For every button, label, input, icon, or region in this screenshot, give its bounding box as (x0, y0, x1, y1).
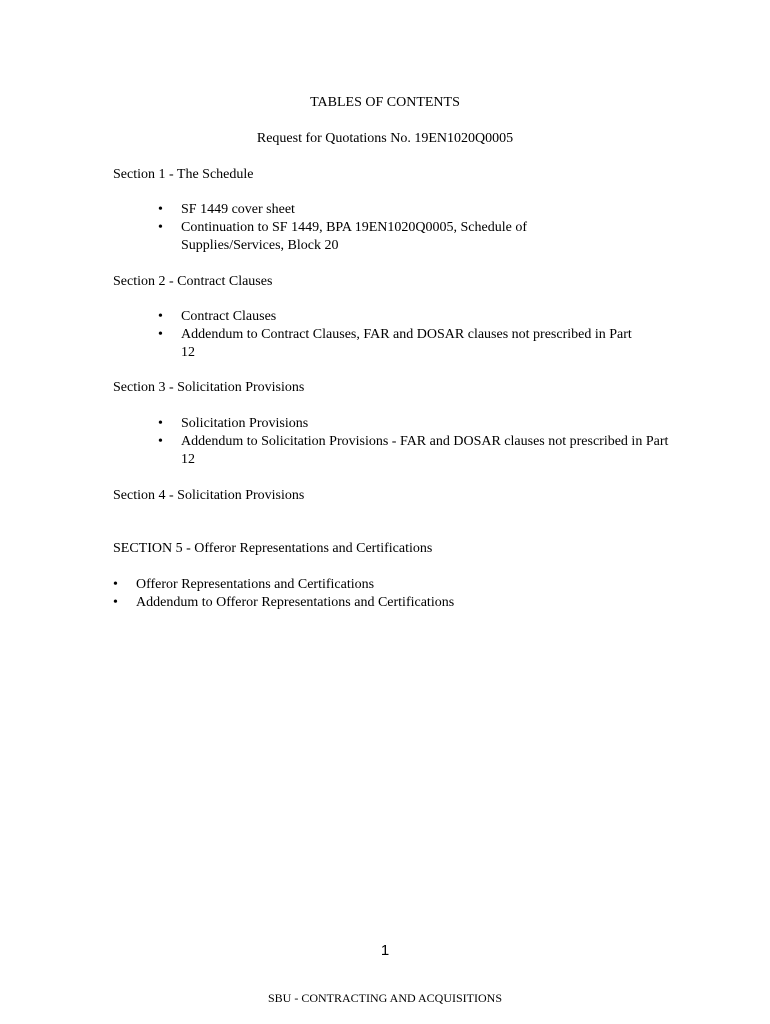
bullet-icon: • (158, 220, 163, 235)
document-title: TABLES OF CONTENTS (310, 95, 460, 110)
list-item-text: Solicitation Provisions (181, 416, 309, 431)
section-3-list (158, 415, 678, 469)
page-footer: SBU - CONTRACTING AND ACQUISITIONS (267, 991, 502, 1005)
section-3-heading: Section 3 - Solicitation Provisions (113, 380, 305, 395)
list-item (158, 415, 678, 433)
list-item-text: Addendum to Contract Clauses, FAR and DOSAR clauses not prescribed in Part 12 (181, 327, 632, 360)
list-item-text: Offeror Representations and Certifications (136, 577, 375, 592)
list-item-text: Continuation to SF 1449, BPA 19EN1020Q0005, Schedule of Supplies/Services, Block 20 (181, 220, 528, 253)
bullet-icon: • (113, 577, 118, 592)
bullet-icon: • (158, 434, 163, 449)
section-1-list (158, 201, 658, 255)
section-5-heading: SECTION 5 - Offeror Representations and Certifications (113, 541, 433, 556)
list-item (158, 326, 658, 362)
section-5-list (113, 576, 613, 612)
bullet-icon: • (113, 595, 118, 610)
section-4-heading: Section 4 - Solicitation Provisions (113, 488, 305, 503)
bullet-icon: • (158, 309, 163, 324)
list-item-text: SF 1449 cover sheet (181, 202, 295, 217)
list-item (158, 308, 658, 326)
list-item-text: Contract Clauses (181, 309, 277, 324)
document-subtitle: Request for Quotations No. 19EN1020Q0005 (256, 131, 514, 146)
section-1-heading: Section 1 - The Schedule (113, 167, 254, 182)
bullet-icon: • (158, 416, 163, 431)
list-item (113, 594, 613, 612)
list-item (158, 433, 678, 469)
bullet-icon: • (158, 202, 163, 217)
list-item (158, 219, 658, 255)
list-item (158, 201, 658, 219)
section-2-list (158, 308, 658, 362)
page-number: 1 (380, 942, 390, 959)
list-item-text: Addendum to Solicitation Provisions - FAR and DOSAR clauses not prescribed in Part 12 (181, 434, 669, 467)
list-item-text: Addendum to Offeror Representations and Certifications (136, 595, 455, 610)
bullet-icon: • (158, 327, 163, 342)
section-2-heading: Section 2 - Contract Clauses (113, 274, 273, 289)
list-item (113, 576, 613, 594)
